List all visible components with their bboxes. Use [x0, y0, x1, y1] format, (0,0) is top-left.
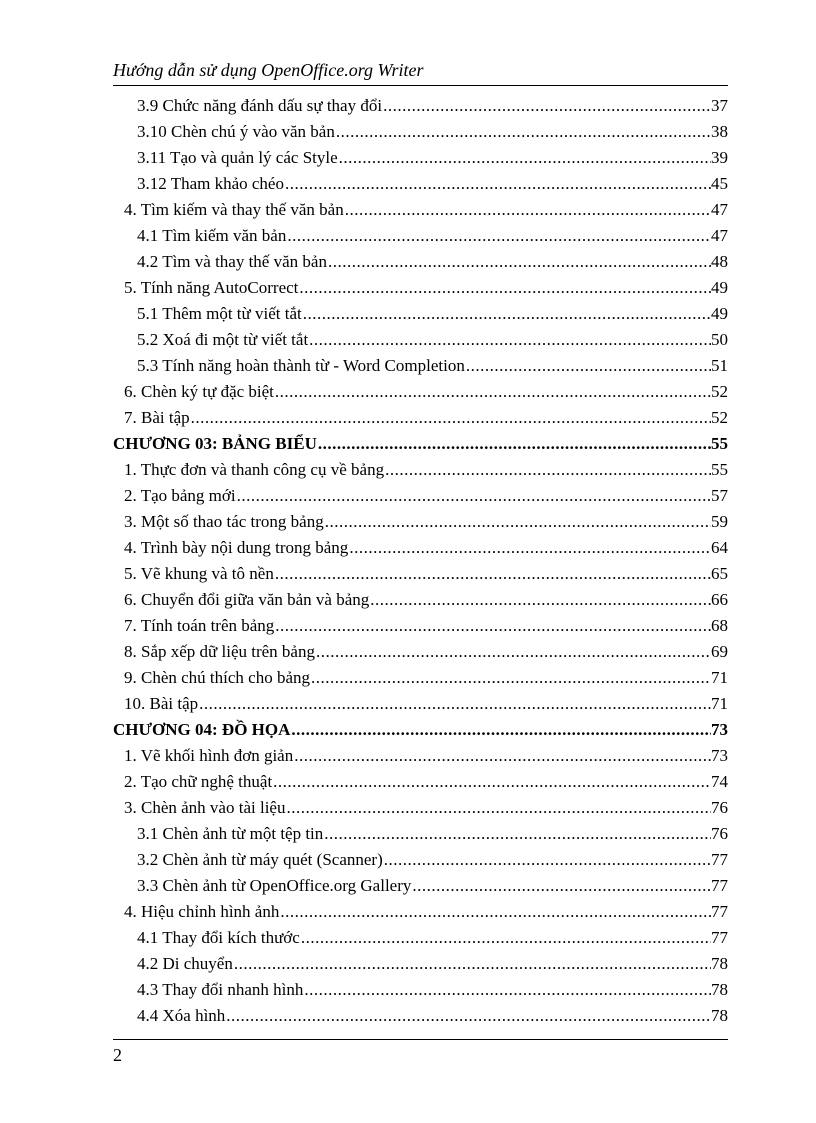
toc-entry-page-number: 57	[711, 486, 728, 505]
toc-dot-leader	[335, 119, 711, 145]
toc-dot-leader	[308, 327, 711, 353]
toc-entry-page-number: 48	[711, 252, 728, 271]
toc-entry-page-number: 51	[711, 356, 728, 375]
toc-entry-page-number: 77	[711, 902, 728, 921]
toc-entry[interactable]	[113, 275, 728, 301]
toc-entry[interactable]	[113, 925, 728, 951]
toc-dot-leader	[285, 795, 711, 821]
toc-entry[interactable]	[113, 509, 728, 535]
toc-entry-title: 5. Vẽ khung và tô nền	[124, 564, 274, 583]
toc-entry-page-number: 68	[711, 616, 728, 635]
toc-dot-leader	[302, 301, 711, 327]
toc-entry[interactable]	[113, 457, 728, 483]
toc-entry-title: 8. Sắp xếp dữ liệu trên bảng	[124, 642, 315, 661]
toc-entry-title: 3.12 Tham khảo chéo	[137, 174, 284, 193]
toc-entry[interactable]	[113, 249, 728, 275]
toc-entry-title: 3.10 Chèn chú ý vào văn bản	[137, 122, 335, 141]
toc-entry-page-number: 71	[711, 668, 728, 687]
toc-dot-leader	[286, 223, 711, 249]
toc-entry-page-number: 52	[711, 382, 728, 401]
toc-dot-leader	[300, 925, 711, 951]
toc-entry[interactable]	[113, 119, 728, 145]
toc-entry-page-number: 77	[711, 850, 728, 869]
toc-entry-title: 5.2 Xoá đi một từ viết tắt	[137, 330, 309, 349]
toc-entry-title: 5.3 Tính năng hoàn thành từ - Word Completion	[137, 356, 465, 375]
toc-entry[interactable]	[113, 639, 728, 665]
toc-entry-title: 3.11 Tạo và quản lý các Style	[137, 148, 338, 167]
toc-entry-page-number: 73	[711, 746, 728, 765]
toc-entry-page-number: 66	[711, 590, 728, 609]
toc-dot-leader	[324, 509, 711, 535]
header-divider	[113, 85, 728, 86]
toc-entry-page-number: 65	[711, 564, 728, 583]
toc-dot-leader	[233, 951, 711, 977]
toc-entry-title: 7. Bài tập	[124, 408, 190, 427]
toc-entry-page-number: 39	[711, 148, 728, 167]
toc-dot-leader	[327, 249, 711, 275]
toc-entry-title: 5.1 Thêm một từ viết tắt	[137, 304, 302, 323]
toc-dot-leader	[369, 587, 711, 613]
toc-entry[interactable]	[113, 561, 728, 587]
table-of-contents	[113, 93, 728, 1029]
toc-entry-title: 4.1 Thay đổi kích thước	[137, 928, 300, 947]
toc-entry[interactable]	[113, 769, 728, 795]
toc-entry[interactable]	[113, 587, 728, 613]
toc-chapter-entry[interactable]	[113, 717, 728, 743]
toc-entry[interactable]	[113, 613, 728, 639]
toc-entry-title: 3.9 Chức năng đánh dấu sự thay đổi	[137, 96, 383, 115]
toc-entry-title: 3. Một số thao tác trong bảng	[124, 512, 324, 531]
toc-dot-leader	[284, 171, 711, 197]
toc-entry[interactable]	[113, 873, 728, 899]
toc-dot-leader	[323, 821, 711, 847]
toc-dot-leader	[344, 197, 711, 223]
toc-entry-page-number: 52	[711, 408, 728, 427]
toc-entry-title: 6. Chuyển đổi giữa văn bản và bảng	[124, 590, 370, 609]
toc-dot-leader	[279, 899, 711, 925]
toc-entry-page-number: 78	[711, 954, 728, 973]
toc-entry-page-number: 45	[711, 174, 728, 193]
toc-entry-title: 3.3 Chèn ảnh từ OpenOffice.org Gallery	[137, 876, 412, 895]
toc-entry-page-number: 78	[711, 1006, 728, 1025]
toc-entry[interactable]	[113, 197, 728, 223]
toc-entry-page-number: 49	[711, 304, 728, 323]
toc-entry[interactable]	[113, 951, 728, 977]
toc-entry[interactable]	[113, 743, 728, 769]
toc-entry-title: 3. Chèn ảnh vào tài liệu	[124, 798, 286, 817]
toc-entry-page-number: 76	[711, 824, 728, 843]
toc-entry-title: 1. Vẽ khối hình đơn giản	[124, 746, 294, 765]
toc-entry-page-number: 77	[711, 876, 728, 895]
toc-dot-leader	[348, 535, 711, 561]
toc-entry-page-number: 55	[711, 460, 728, 479]
toc-entry[interactable]	[113, 1003, 728, 1029]
toc-dot-leader	[317, 431, 711, 457]
toc-entry-title: 7. Tính toán trên bảng	[124, 616, 275, 635]
toc-entry[interactable]	[113, 665, 728, 691]
toc-entry[interactable]	[113, 691, 728, 717]
toc-entry-page-number: 74	[711, 772, 728, 791]
toc-entry[interactable]	[113, 899, 728, 925]
toc-entry-title: 2. Tạo chữ nghệ thuật	[124, 772, 273, 791]
toc-dot-leader	[338, 145, 711, 171]
toc-entry-page-number: 73	[711, 720, 728, 739]
toc-dot-leader	[190, 405, 711, 431]
toc-entry-title: 5. Tính năng AutoCorrect	[124, 278, 299, 297]
toc-entry[interactable]	[113, 821, 728, 847]
toc-entry-title: 3.2 Chèn ảnh từ máy quét (Scanner)	[137, 850, 383, 869]
toc-entry-title: 4.2 Tìm và thay thế văn bản	[137, 252, 327, 271]
toc-entry-page-number: 50	[711, 330, 728, 349]
toc-entry-page-number: 69	[711, 642, 728, 661]
toc-entry-title: 3.1 Chèn ảnh từ một tệp tin	[137, 824, 324, 843]
toc-entry[interactable]	[113, 93, 728, 119]
toc-dot-leader	[290, 717, 711, 743]
toc-entry-title: 1. Thực đơn và thanh công cụ về bảng	[124, 460, 385, 479]
toc-dot-leader	[310, 665, 711, 691]
toc-dot-leader	[293, 743, 711, 769]
toc-dot-leader	[383, 847, 711, 873]
toc-dot-leader	[274, 561, 711, 587]
toc-entry-title: 4.2 Di chuyển	[137, 954, 233, 973]
toc-entry-title: 2. Tạo bảng mới	[124, 486, 236, 505]
toc-entry-page-number: 38	[711, 122, 728, 141]
toc-dot-leader	[272, 769, 711, 795]
toc-dot-leader	[303, 977, 711, 1003]
toc-entry-page-number: 77	[711, 928, 728, 947]
toc-dot-leader	[274, 379, 711, 405]
toc-entry-title: 6. Chèn ký tự đặc biệt	[124, 382, 274, 401]
toc-entry[interactable]	[113, 223, 728, 249]
toc-dot-leader	[225, 1003, 711, 1029]
toc-dot-leader	[411, 873, 711, 899]
toc-entry[interactable]	[113, 847, 728, 873]
footer-divider	[113, 1039, 728, 1040]
toc-entry-title: CHƯƠNG 04: ĐỒ HỌA	[113, 720, 291, 739]
toc-entry-title: 4.1 Tìm kiếm văn bản	[137, 226, 287, 245]
toc-dot-leader	[384, 457, 711, 483]
page-header-title: Hướng dẫn sử dụng OpenOffice.org Writer	[113, 60, 424, 80]
toc-entry-title: 4. Tìm kiếm và thay thế văn bản	[124, 200, 344, 219]
toc-entry[interactable]	[113, 535, 728, 561]
toc-entry-page-number: 47	[711, 226, 728, 245]
toc-entry[interactable]	[113, 795, 728, 821]
toc-entry-page-number: 64	[711, 538, 728, 557]
toc-entry-page-number: 55	[711, 434, 728, 453]
toc-entry[interactable]	[113, 379, 728, 405]
toc-dot-leader	[274, 613, 711, 639]
toc-entry[interactable]	[113, 171, 728, 197]
toc-entry[interactable]	[113, 977, 728, 1003]
toc-entry-page-number: 49	[711, 278, 728, 297]
toc-entry[interactable]	[113, 327, 728, 353]
toc-dot-leader	[298, 275, 711, 301]
toc-entry[interactable]	[113, 483, 728, 509]
toc-entry-page-number: 71	[711, 694, 728, 713]
toc-dot-leader	[315, 639, 711, 665]
toc-entry-title: 4.4 Xóa hình	[137, 1006, 226, 1025]
toc-dot-leader	[465, 353, 711, 379]
toc-entry-title: 4. Hiệu chỉnh hình ảnh	[124, 902, 280, 921]
toc-entry-title: 4. Trình bày nội dung trong bảng	[124, 538, 349, 557]
toc-entry-page-number: 78	[711, 980, 728, 999]
toc-entry-page-number: 59	[711, 512, 728, 531]
toc-dot-leader	[382, 93, 711, 119]
toc-entry-title: 9. Chèn chú thích cho bảng	[124, 668, 311, 687]
toc-entry[interactable]	[113, 353, 728, 379]
toc-dot-leader	[236, 483, 711, 509]
toc-chapter-entry[interactable]	[113, 431, 728, 457]
toc-entry[interactable]	[113, 405, 728, 431]
toc-entry-title: CHƯƠNG 03: BẢNG BIỂU	[113, 434, 317, 453]
toc-entry-title: 10. Bài tập	[124, 694, 199, 713]
page-number: 2	[113, 1045, 122, 1065]
toc-entry-page-number: 76	[711, 798, 728, 817]
toc-entry-page-number: 37	[711, 96, 728, 115]
toc-entry-title: 4.3 Thay đổi nhanh hình	[137, 980, 304, 999]
toc-entry[interactable]	[113, 145, 728, 171]
toc-dot-leader	[198, 691, 711, 717]
toc-entry-page-number: 47	[711, 200, 728, 219]
toc-entry[interactable]	[113, 301, 728, 327]
